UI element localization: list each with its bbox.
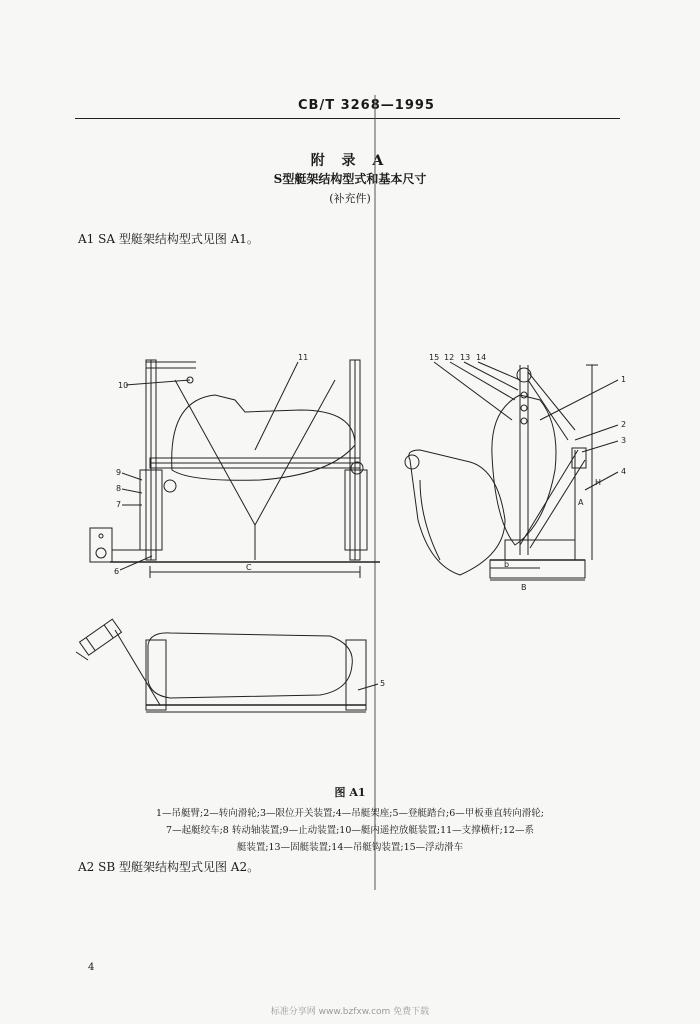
callout-8: 8 [116,484,122,493]
callout-1: 1 [621,375,627,384]
callout-7: 7 [116,500,122,509]
appendix-note: (补充件) [329,192,371,205]
callout-4: 4 [621,467,627,476]
callout-15: 15 [429,353,440,362]
dim-c-label: C [246,563,252,572]
dim-a-label: A [578,498,584,507]
dim-small-b-label: b [504,560,510,569]
left-elevation [90,360,380,578]
plan-view [76,619,378,712]
callout-14: 14 [476,353,487,362]
appendix-title: 附 录 A [310,153,390,169]
right-elevation [405,362,618,580]
appendix-subtitle: S型艇架结构型式和基本尺寸 [273,172,427,186]
page-number: 4 [88,962,95,973]
callout-6: 6 [114,567,120,576]
dim-b-label: B [521,583,527,592]
legend-line-1: 1—吊艇臂;2—转向滑轮;3—限位开关装置;4—吊艇架座;5—登艇踏台;6—甲板垂直转向滑轮; [156,808,544,819]
watermark: 标准分享网 www.bzfxw.com 免费下载 [270,1007,430,1017]
callout-2: 2 [621,420,627,429]
callout-11: 11 [298,353,309,362]
standard-code: CB/T 3268—1995 [298,98,435,113]
legend-line-3: 艇装置;13—固艇装置;14—吊艇钩装置;15—浮动滑车 [236,842,464,853]
callout-10: 10 [118,381,129,390]
paragraph-a2: A2 SB 型艇架结构型式见图 A2。 [78,860,260,874]
callout-3: 3 [621,436,627,445]
callout-13: 13 [460,353,471,362]
callout-plan-5: 5 [380,679,386,688]
callout-12: 12 [444,353,455,362]
dim-h-label: H [595,478,602,487]
callout-9: 9 [116,468,122,477]
legend-line-2: 7—起艇绞车;8 转动轴装置;9—止动装置;10—艇内遥控放艇装置;11—支撑横杆;12—系 [166,825,534,836]
figure-caption: 图 A1 [334,786,366,799]
paragraph-a1: A1 SA 型艇架结构型式见图 A1。 [78,232,259,246]
